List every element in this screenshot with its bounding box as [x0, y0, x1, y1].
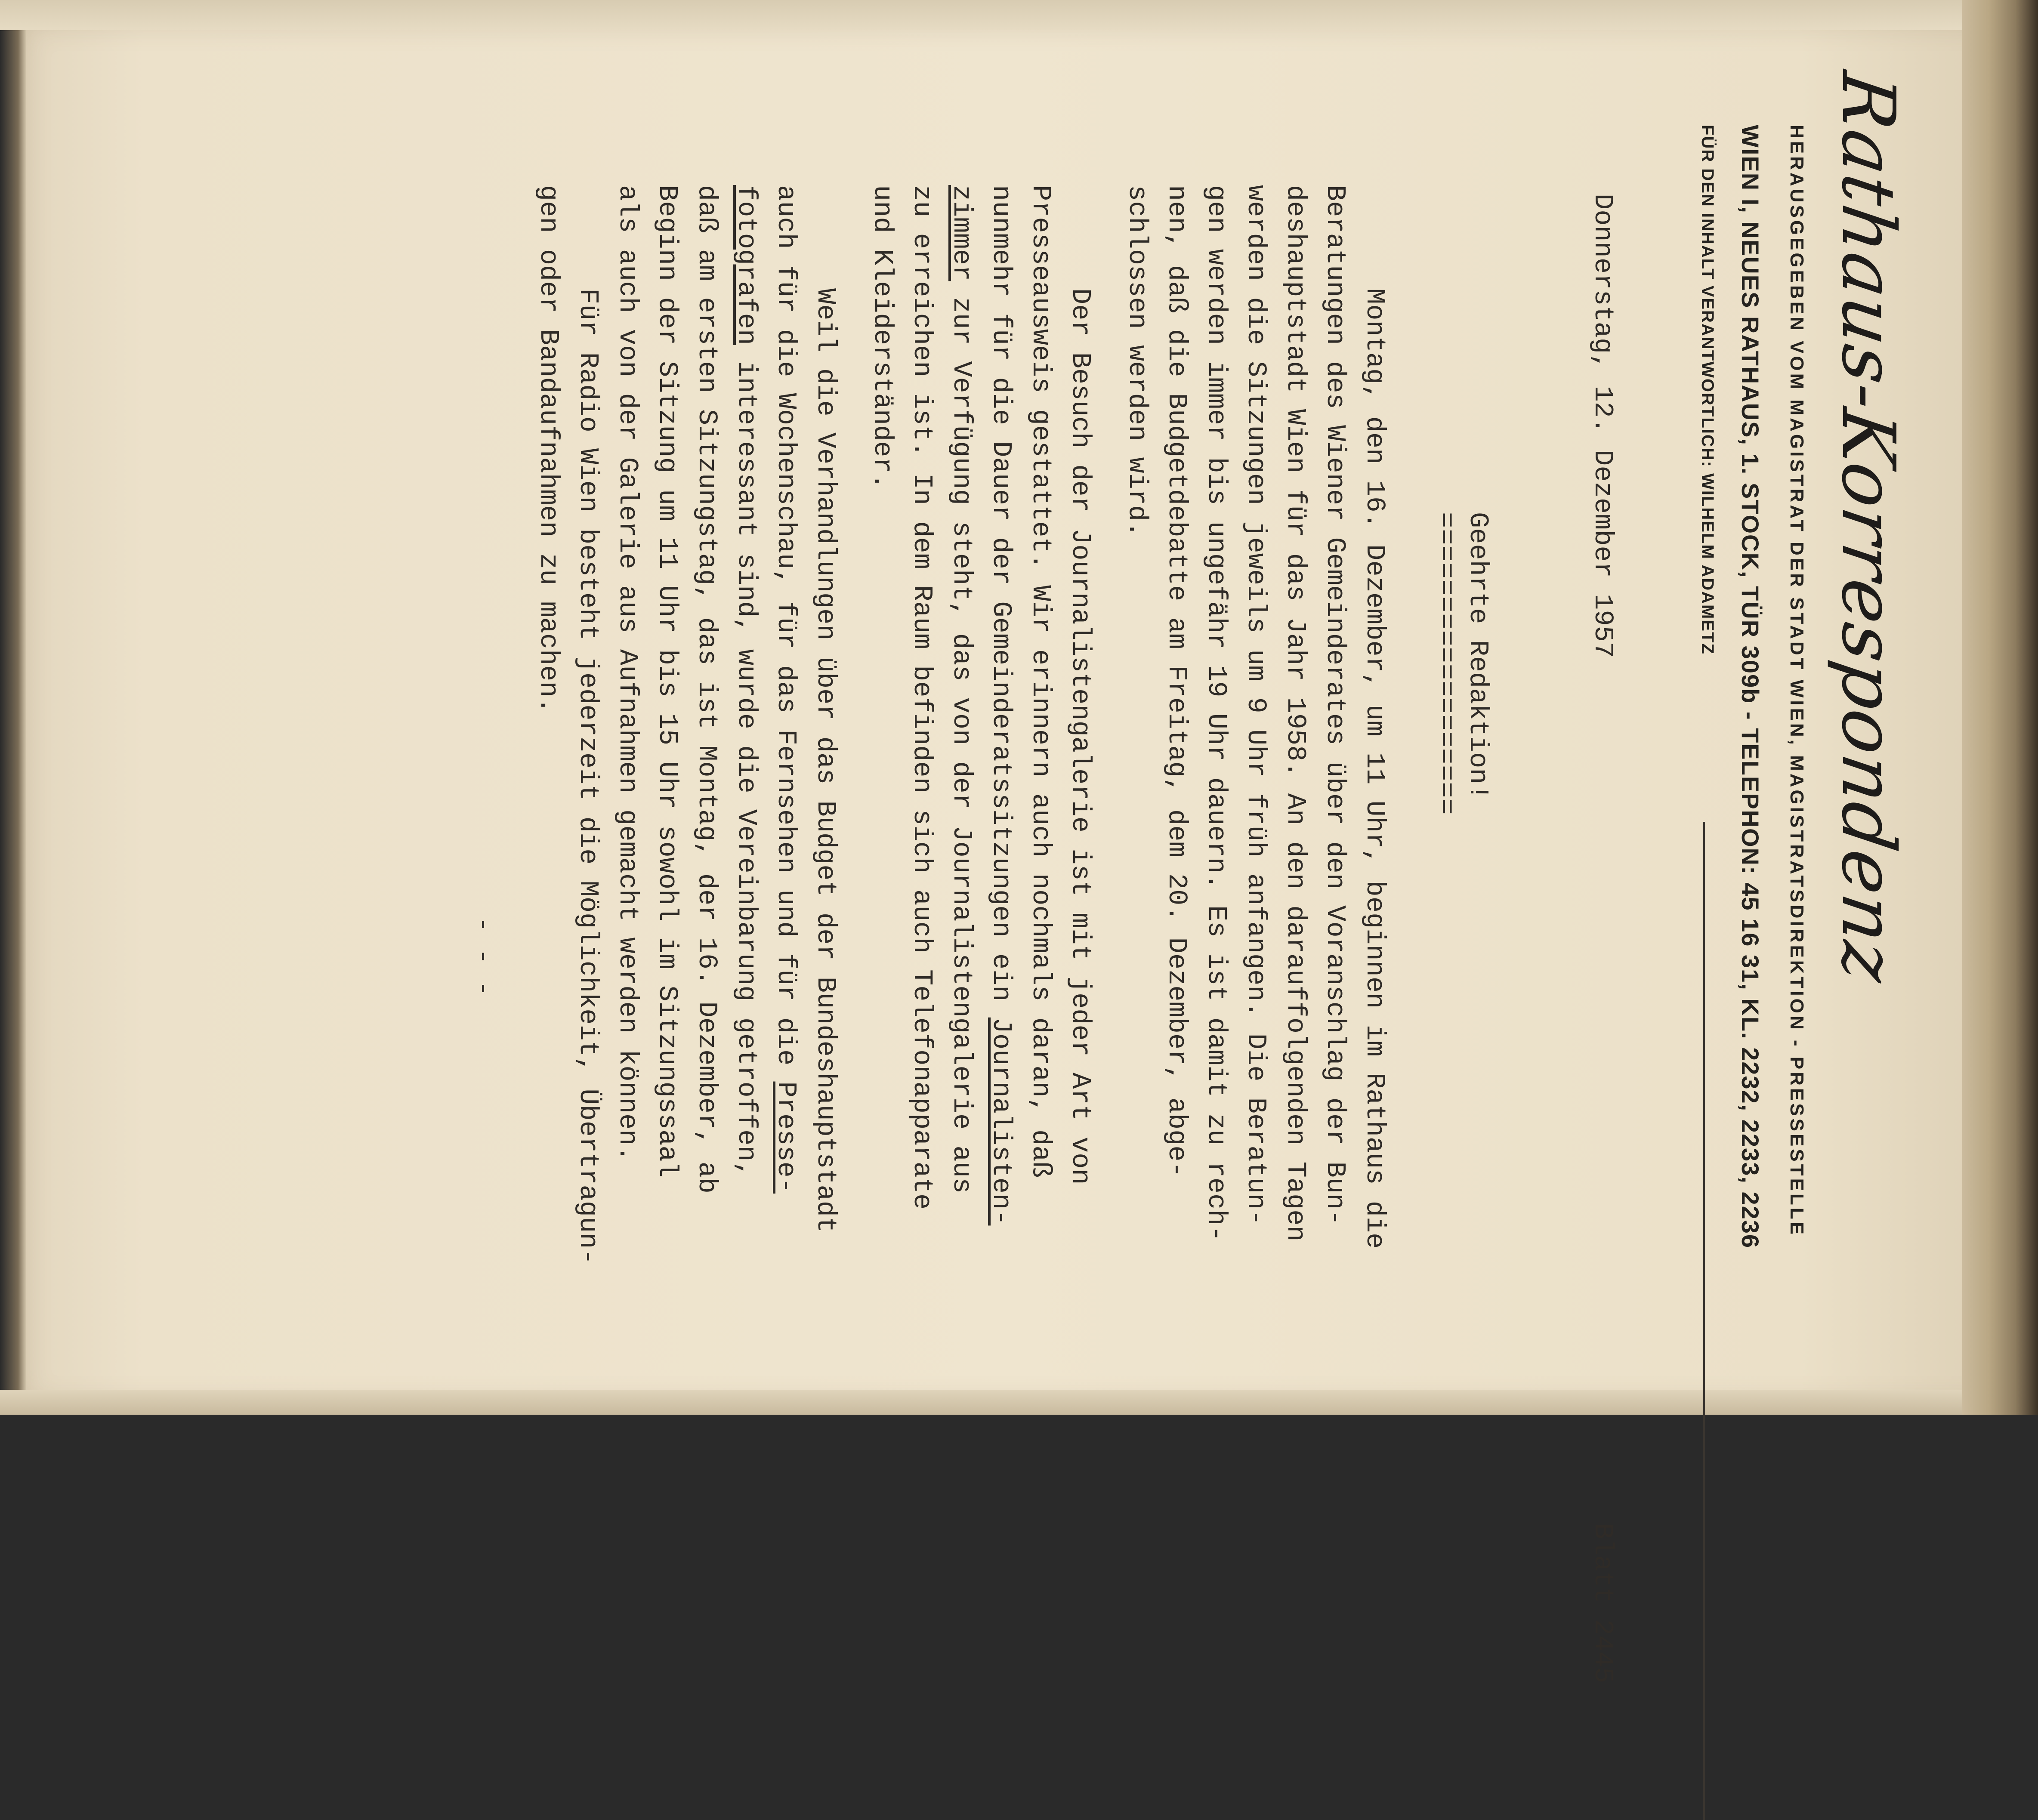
publisher-line: HERAUSGEGEBEN VOM MAGISTRAT DER STADT WIEN, MAGISTRATSDIREKTION - PRESSESTELLE [1786, 125, 1807, 1237]
body-text: auch für die Wochenschau, für das Fernsehen und für die [771, 185, 801, 1082]
salutation-underline: ================== [1430, 512, 1461, 816]
book-spine [1962, 0, 2038, 1415]
body-line: schlossen werden wird. [1122, 185, 1152, 537]
body-line [942, 185, 981, 1648]
underlined-text: fotografen [731, 185, 762, 345]
body-line: Für Radio Wien besteht jederzeit die Möglichkeit, Übertragun- [573, 288, 603, 1265]
address-line: WIEN I, NEUES RATHAUS, 1. STOCK, TÜR 309b - TELEPHON: 45 16 31, KL. 2232, 2233, 2236 [1737, 125, 1764, 1249]
sheet-number: Blatt 2445 [1587, 1523, 1618, 1684]
body-line: als auch von der Galerie aus Aufnahmen gemacht werden können. [612, 185, 643, 1162]
body-line: werden die Sitzungen jeweils um 9 Uhr früh anfangen. Die Beratun- [1241, 185, 1271, 1226]
header-rule [1703, 822, 1705, 1820]
body-line [766, 185, 806, 1648]
body-line: Der Besuch der Journalistengalerie ist mit jeder Art von [1065, 288, 1096, 1185]
paragraph-gap [845, 185, 862, 1648]
paragraph-gap [1100, 185, 1117, 1648]
body-line: nen, daß die Budgetdebatte am Freitag, dem 20. Dezember, abge- [1161, 185, 1192, 1178]
body-line: Beginn der Sitzung um 11 Uhr bis 15 Uhr sowohl im Sitzungssaal [652, 185, 682, 1178]
body-line: gen werden immer bis ungefähr 19 Uhr dauern. Es ist damit zu rech- [1201, 185, 1232, 1242]
body-line: Montag, den 16. Dezember, um 11 Uhr, beginnen im Rathaus die [1359, 288, 1390, 1249]
page-top-edge [0, 0, 2038, 30]
body-line: und Kleiderständer. [867, 185, 898, 489]
body-line: daß am ersten Sitzungstag, das ist Montag, der 16. Dezember, ab [692, 185, 722, 1194]
body-text: interessant sind, wurde die Vereinbarung getroffen, [731, 345, 762, 1178]
page-left-edge [0, 0, 26, 1415]
underlined-text: Presse- [771, 1081, 801, 1194]
underlined-text: zimmer [946, 185, 977, 281]
responsible-row [1691, 125, 1717, 1717]
responsible-line: FÜR DEN INHALT VERANTWORTLICH: WILHELM ADAMETZ [1698, 125, 1717, 655]
body-line: Weil die Verhandlungen über das Budget der Bundeshauptstadt [810, 288, 841, 1233]
body-line: zu erreichen ist. In dem Raum befinden sich auch Telefonapparate [907, 185, 937, 1210]
closing-dashes: - - - [468, 916, 498, 997]
body-line: Beratungen des Wiener Gemeinderates über den Voranschlag der Bun- [1320, 185, 1350, 1226]
letter-content [34, 39, 1936, 1684]
salutation: Geehrte Redaktion! [1463, 512, 1493, 800]
body-line: gen oder Bandaufnahmen zu machen. [533, 185, 564, 713]
body-line [981, 185, 1021, 1648]
body-line [726, 185, 766, 1648]
masthead-title: Rathaus-Korrespondenz [1825, 67, 1911, 988]
body-text: nunmehr für die Dauer der Gemeinderatssitzungen ein [986, 185, 1016, 1018]
date-line: Donnerstag, 12. Dezember 1957 [1587, 194, 1618, 658]
body-text: zur Verfügung steht, das von der Journalistengalerie aus [946, 281, 977, 1194]
underlined-text: Journalisten- [986, 1017, 1016, 1226]
body-line: deshauptstadt Wien für das Jahr 1958. An den darauffolgenden Tagen [1280, 185, 1311, 1242]
letter-body [463, 185, 1394, 1648]
body-line: Presseausweis gestattet. Wir erinnern auch nochmals daran, daß [1025, 185, 1056, 1178]
